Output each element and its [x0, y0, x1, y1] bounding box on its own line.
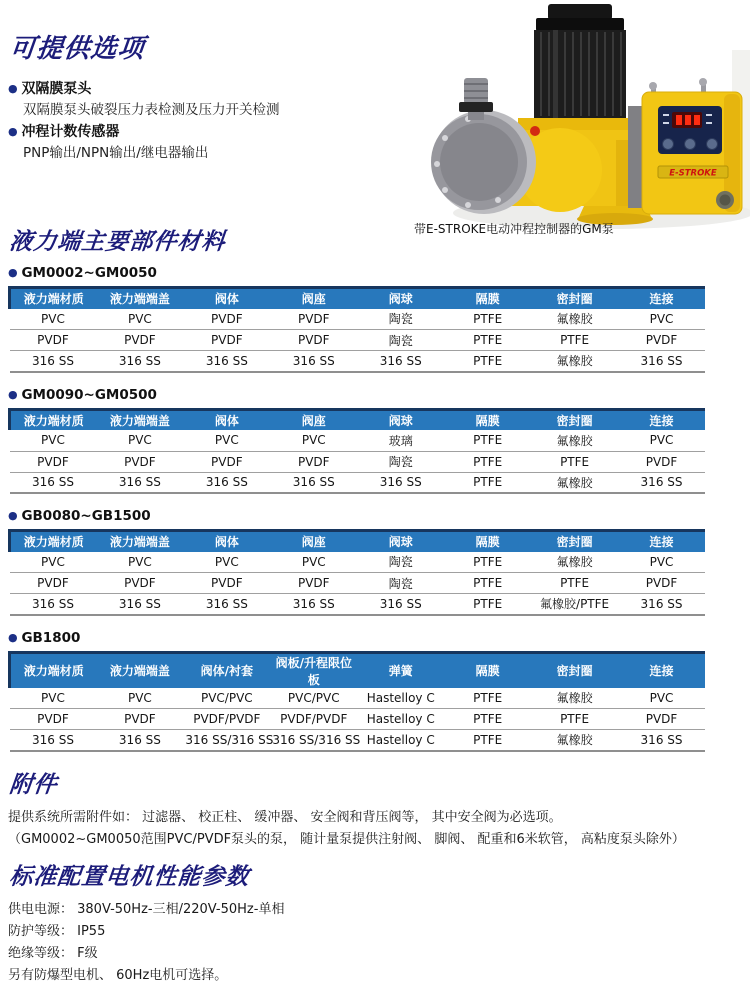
table-cell: PVDF [96, 451, 183, 472]
column-header: 液力端端盖 [96, 531, 183, 552]
table-cell: PVDF [618, 573, 705, 594]
table-cell: PTFE [444, 309, 531, 330]
table-range-label: ● GM0002~GM0050 [8, 264, 750, 282]
material-table-block [8, 264, 750, 373]
column-header: 阀座 [270, 531, 357, 552]
table-cell: PVC [270, 552, 357, 573]
materials-title: 液力端主要部件材料 [8, 229, 227, 255]
table-cell: PVC [270, 430, 357, 451]
table-cell: PVC [10, 430, 97, 451]
table-cell: PVC/PVC [183, 688, 270, 709]
table-cell: PVC [10, 309, 97, 330]
column-header: 液力端端盖 [96, 409, 183, 430]
header-row [10, 288, 706, 309]
table-cell: 316 SS [118, 475, 161, 490]
table-range-label: ● GB1800 [8, 629, 750, 647]
motor-title: 标准配置电机性能参数 [8, 863, 251, 890]
table-row [10, 330, 706, 351]
material-table-block [8, 629, 750, 752]
column-header: 连接 [618, 288, 705, 309]
table-cell: PVDF [183, 330, 270, 351]
table-cell: PVDF [183, 573, 270, 594]
table-cell: PVC [10, 688, 97, 709]
materials-table [8, 286, 705, 373]
table-row [10, 351, 706, 372]
table-cell: PVDF [183, 309, 270, 330]
accessories-line-1: 提供系统所需附件如： 过滤器、 校正柱、 缓冲器、 安全阀和背压阀等， 其中安全阀为必选项。 [8, 809, 562, 825]
table-row [10, 552, 706, 573]
table-range-label: ● GM0090~GM0500 [8, 386, 750, 404]
table-cell: PVDF [270, 309, 357, 330]
option-item [8, 121, 398, 143]
table-cell: PVC [183, 552, 270, 573]
table-cell: PTFE [531, 573, 618, 594]
column-header: 阀板/升程限位板 [270, 652, 357, 688]
table-row [10, 688, 706, 709]
table-cell: PTFE [473, 596, 503, 611]
table-cell: PTFE [531, 709, 618, 730]
table-cell: PVC [618, 430, 705, 451]
table-cell: 氟橡胶 [556, 475, 593, 490]
table-cell: PVC [96, 309, 183, 330]
table-cell: PVDF [270, 451, 357, 472]
table-cell: PVDF [10, 573, 97, 594]
column-header: 阀座 [270, 409, 357, 430]
pump-photo [398, 0, 750, 240]
table-cell: PVDF [270, 573, 357, 594]
table-row [10, 309, 706, 330]
table-cell: PVDF [183, 451, 270, 472]
materials-table [8, 651, 705, 752]
table-cell: 316 SS [292, 353, 335, 368]
table-cell: PTFE [444, 330, 531, 351]
column-header: 连接 [618, 652, 705, 688]
table-cell: PTFE [444, 451, 531, 472]
table-cell: 316 SS [292, 475, 335, 490]
motor [534, 4, 626, 118]
table-cell: 316 SS [31, 732, 74, 747]
table-cell: 316 SS [31, 475, 74, 490]
table-range-label: ● GB0080~GB1500 [8, 507, 750, 525]
column-header: 液力端材质 [10, 409, 97, 430]
options-section [8, 0, 398, 164]
table-cell: 316 SS [118, 353, 161, 368]
table-cell: 316 SS [31, 596, 74, 611]
pump-illustration [398, 0, 750, 232]
table-cell: 316 SS [292, 596, 335, 611]
column-header: 液力端材质 [10, 531, 97, 552]
header-row [10, 409, 706, 430]
table-cell: PTFE [473, 353, 503, 368]
column-header: 隔膜 [444, 409, 531, 430]
table-row [10, 573, 706, 594]
table-cell: PVDF [10, 709, 97, 730]
bullet-icon [8, 124, 21, 140]
column-header: 密封圈 [531, 531, 618, 552]
column-header: 隔膜 [444, 288, 531, 309]
table-cell: PVDF [270, 330, 357, 351]
motor-section [8, 851, 750, 987]
table-cell: 316 SS [118, 732, 161, 747]
header-row [10, 531, 706, 552]
table-cell: 316 SS [205, 475, 248, 490]
column-header: 密封圈 [531, 288, 618, 309]
bullet-icon [8, 81, 21, 97]
table-cell: PTFE [444, 552, 531, 573]
table-cell: 316 SS [31, 353, 74, 368]
accessories-title: 附件 [8, 771, 59, 798]
table-cell: PVC [96, 688, 183, 709]
table-row [10, 730, 706, 751]
controller-box [642, 78, 742, 214]
table-cell: PVC [10, 552, 97, 573]
column-header: 阀座 [270, 288, 357, 309]
pump-caption: 带E-STROKE电动冲程控制器的GM泵 [414, 222, 614, 236]
motor-line-note: 另有防爆型电机、 60Hz电机可选择。 [8, 967, 228, 983]
table-cell: PTFE [444, 688, 531, 709]
table-cell: 316 SS [640, 353, 683, 368]
column-header: 阀体/衬套 [183, 652, 270, 688]
table-cell: PTFE [531, 451, 618, 472]
material-table-block [8, 507, 750, 616]
options-and-photo-row [8, 0, 750, 236]
table-cell: PVDF [96, 573, 183, 594]
motor-line-protection: 防护等级： IP55 [8, 923, 106, 939]
header-row [10, 652, 706, 688]
table-cell: 氟橡胶/PTFE [540, 597, 610, 612]
table-cell: PTFE [444, 430, 531, 451]
table-cell: PTFE [473, 475, 503, 490]
option-item [8, 78, 398, 100]
estroke-label: E-STROKE [669, 168, 717, 179]
column-header: 液力端端盖 [96, 652, 183, 688]
table-cell: 陶瓷 [357, 552, 444, 573]
column-header: 阀体 [183, 409, 270, 430]
table-cell: PVDF [618, 709, 705, 730]
table-cell: PVDF [96, 709, 183, 730]
table-cell: PTFE [444, 709, 531, 730]
option-label: 冲程计数传感器 [21, 124, 120, 140]
table-cell: PTFE [531, 330, 618, 351]
table-cell: 陶瓷 [357, 573, 444, 594]
table-cell: 氟橡胶 [531, 430, 618, 451]
table-cell: PVC [96, 430, 183, 451]
table-cell: 陶瓷 [357, 330, 444, 351]
table-cell: 316 SS [379, 596, 422, 611]
table-cell: PVDF/PVDF [270, 709, 357, 730]
column-header: 阀体 [183, 288, 270, 309]
column-header: 连接 [618, 409, 705, 430]
column-header: 隔膜 [444, 652, 531, 688]
table-cell: PTFE [473, 732, 503, 747]
table-cell: 316 SS [640, 475, 683, 490]
table-cell: PVC [618, 309, 705, 330]
table-cell: 316 SS [640, 732, 683, 747]
table-cell: 氟橡胶 [531, 552, 618, 573]
table-cell: PTFE [444, 573, 531, 594]
table-cell: PVC/PVC [270, 688, 357, 709]
table-cell: PVDF/PVDF [183, 709, 270, 730]
table-cell: 316 SS [640, 596, 683, 611]
column-header: 液力端端盖 [96, 288, 183, 309]
accessories-section [8, 765, 750, 851]
table-cell: Hastelloy C [366, 732, 435, 747]
motor-line-power: 供电电源： 380V-50Hz-三相/220V-50Hz-单相 [8, 901, 285, 917]
table-cell: 玻璃 [357, 430, 444, 451]
column-header: 连接 [618, 531, 705, 552]
column-header: 液力端材质 [10, 288, 97, 309]
table-row [10, 451, 706, 472]
column-header: 密封圈 [531, 409, 618, 430]
column-header: 液力端材质 [10, 652, 97, 688]
option-label: 双隔膜泵头 [21, 81, 92, 97]
column-header: 密封圈 [531, 652, 618, 688]
table-cell: PVC [96, 552, 183, 573]
table-cell: 陶瓷 [357, 309, 444, 330]
column-header: 隔膜 [444, 531, 531, 552]
options-title: 可提供选项 [8, 34, 147, 64]
column-header: 弹簧 [357, 652, 444, 688]
table-cell: 316 SS [118, 596, 161, 611]
materials-tables [8, 264, 750, 752]
materials-table [8, 408, 705, 495]
table-cell: 氟橡胶 [531, 309, 618, 330]
table-cell: 316 SS/316 SS [185, 732, 274, 747]
table-cell: Hastelloy C [357, 709, 444, 730]
table-cell: PVDF [618, 330, 705, 351]
table-cell: 316 SS/316 SS [272, 732, 361, 747]
table-cell: PVDF [96, 330, 183, 351]
table-row [10, 472, 706, 493]
table-cell: 氟橡胶 [556, 733, 593, 748]
table-cell: 316 SS [379, 475, 422, 490]
motor-line-insulation: 绝缘等级： F级 [8, 945, 98, 961]
table-cell: 陶瓷 [357, 451, 444, 472]
column-header: 阀体 [183, 531, 270, 552]
table-cell: 氟橡胶 [531, 688, 618, 709]
option-desc: 双隔膜泵头破裂压力表检测及压力开关检测 [23, 102, 280, 118]
material-table-block [8, 386, 750, 495]
table-cell: 316 SS [379, 353, 422, 368]
table-cell: PVC [618, 552, 705, 573]
option-desc: PNP输出/NPN输出/继电器输出 [23, 145, 209, 161]
table-cell: PVDF [10, 451, 97, 472]
table-cell: PVDF [10, 330, 97, 351]
materials-table [8, 529, 705, 616]
table-cell: 316 SS [205, 353, 248, 368]
table-row [10, 709, 706, 730]
table-cell: Hastelloy C [357, 688, 444, 709]
table-cell: 316 SS [205, 596, 248, 611]
accessories-line-2: （GM0002~GM0050范围PVC/PVDF泵头的泵， 随计量泵提供注射阀、 脚阀、 配重和6米软管， 高粘度泵头除外） [8, 831, 685, 847]
column-header: 阀球 [357, 409, 444, 430]
table-cell: PVC [618, 688, 705, 709]
table-row [10, 430, 706, 451]
table-cell: 氟橡胶 [556, 354, 593, 369]
column-header: 阀球 [357, 531, 444, 552]
table-row [10, 594, 706, 615]
table-cell: PVC [183, 430, 270, 451]
table-cell: PVDF [618, 451, 705, 472]
column-header: 阀球 [357, 288, 444, 309]
